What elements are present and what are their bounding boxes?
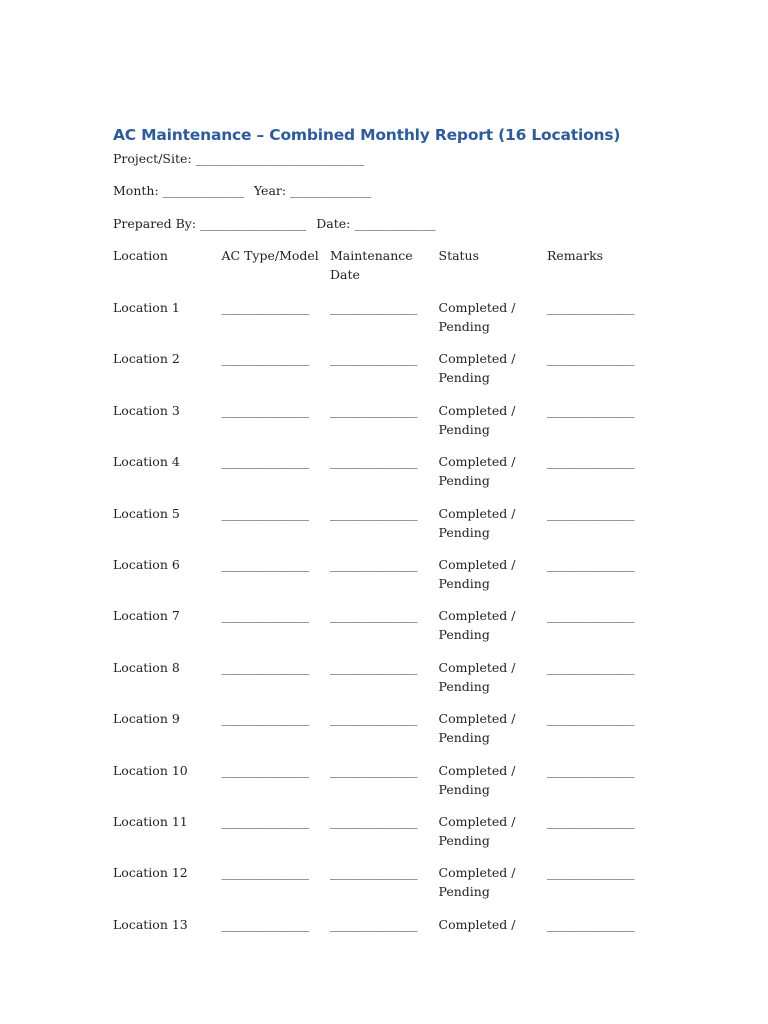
maintenance-date-cell: ______________ [330,916,418,932]
ac-type-cell: ______________ [221,608,309,624]
document-page [113,124,673,966]
prepared-date-fields [113,215,673,233]
remarks-cell: ______________ [547,659,635,675]
month-label: Month: _____________ [113,183,244,198]
maintenance-date-cell: ______________ [330,454,418,470]
status-cell: Completed / Pending [438,608,516,643]
table-body [113,298,673,955]
ac-type-cell: ______________ [221,916,309,932]
ac-type-cell: ______________ [221,659,309,675]
status-cell: Completed / Pending [438,505,516,540]
maintenance-date-cell: ______________ [330,608,418,624]
ac-type-cell: ______________ [221,454,309,470]
remarks-cell: ______________ [547,608,635,624]
header-location: Location [113,248,168,263]
remarks-cell: ______________ [547,556,635,572]
maintenance-date-cell: ______________ [330,711,418,727]
ac-type-cell: ______________ [221,813,309,829]
table-row [113,761,673,801]
maintenance-date-cell: ______________ [330,300,418,315]
maintenance-date-cell: ______________ [330,813,418,829]
table-row [113,452,673,492]
maintenance-date-cell: ______________ [330,351,418,367]
table-row [113,298,673,338]
status-cell: Completed / Pending [438,351,516,386]
table-row [113,658,673,698]
month-year-fields [113,182,673,200]
remarks-cell: ______________ [547,711,635,727]
maintenance-date-cell: ______________ [330,556,418,572]
location-cell: Location 8 [113,659,180,675]
table-row [113,812,673,852]
ac-type-cell: ______________ [221,865,309,881]
status-cell: Completed / Pending [438,402,516,437]
maintenance-table [113,246,673,955]
maintenance-date-cell: ______________ [330,402,418,418]
remarks-cell: ______________ [547,402,635,418]
report-title: AC Maintenance – Combined Monthly Report (16 Locations) [113,126,621,144]
location-cell: Location 13 [113,916,188,932]
remarks-cell: ______________ [547,813,635,829]
ac-type-cell: ______________ [221,402,309,418]
location-cell: Location 2 [113,351,180,367]
ac-type-cell: ______________ [221,556,309,572]
date-label: Date: _____________ [316,216,436,231]
table-row [113,555,673,595]
header-remarks: Remarks [547,248,604,263]
header-status: Status [438,248,480,263]
status-cell: Completed / Pending [438,659,516,694]
ac-type-cell: ______________ [221,762,309,778]
header-maintenance-date: Maintenance Date [330,248,413,282]
table-header-row [113,246,673,282]
maintenance-date-cell: ______________ [330,659,418,675]
status-cell: Completed / Pending [438,711,516,746]
maintenance-date-cell: ______________ [330,505,418,521]
status-cell: Completed / Pending [438,762,516,797]
remarks-cell: ______________ [547,505,635,521]
ac-type-cell: ______________ [221,300,309,315]
table-row [113,504,673,544]
remarks-cell: ______________ [547,865,635,881]
maintenance-date-cell: ______________ [330,865,418,881]
ac-type-cell: ______________ [221,505,309,521]
remarks-cell: ______________ [547,762,635,778]
project-site-label: Project/Site: ___________________________ [113,151,365,166]
status-cell: Completed / Pending [438,300,516,334]
location-cell: Location 10 [113,762,188,778]
ac-type-cell: ______________ [221,351,309,367]
remarks-cell: ______________ [547,351,635,367]
table-row [113,401,673,441]
location-cell: Location 12 [113,865,188,881]
table-row [113,349,673,389]
location-cell: Location 7 [113,608,180,624]
table-row [113,915,673,955]
location-cell: Location 1 [113,300,180,315]
table-row [113,863,673,903]
remarks-cell: ______________ [547,300,635,315]
maintenance-date-cell: ______________ [330,762,418,778]
header-ac-type: AC Type/Model [221,248,319,263]
status-cell: Completed / Pending [438,454,516,489]
prepared-by-label: Prepared By: _________________ [113,216,307,231]
status-cell: Completed / Pending [438,865,516,900]
remarks-cell: ______________ [547,454,635,470]
location-cell: Location 6 [113,556,180,572]
table-row [113,709,673,749]
location-cell: Location 11 [113,813,188,829]
location-cell: Location 4 [113,454,180,470]
table-row [113,606,673,646]
location-cell: Location 5 [113,505,180,521]
location-cell: Location 3 [113,402,180,418]
status-cell: Completed / Pending [438,813,516,848]
location-cell: Location 9 [113,711,180,727]
status-cell: Completed / Pending [438,556,516,591]
ac-type-cell: ______________ [221,711,309,727]
project-site-field [113,150,673,168]
status-cell: Completed / [438,916,516,932]
year-label: Year: _____________ [253,183,372,198]
remarks-cell: ______________ [547,916,635,932]
